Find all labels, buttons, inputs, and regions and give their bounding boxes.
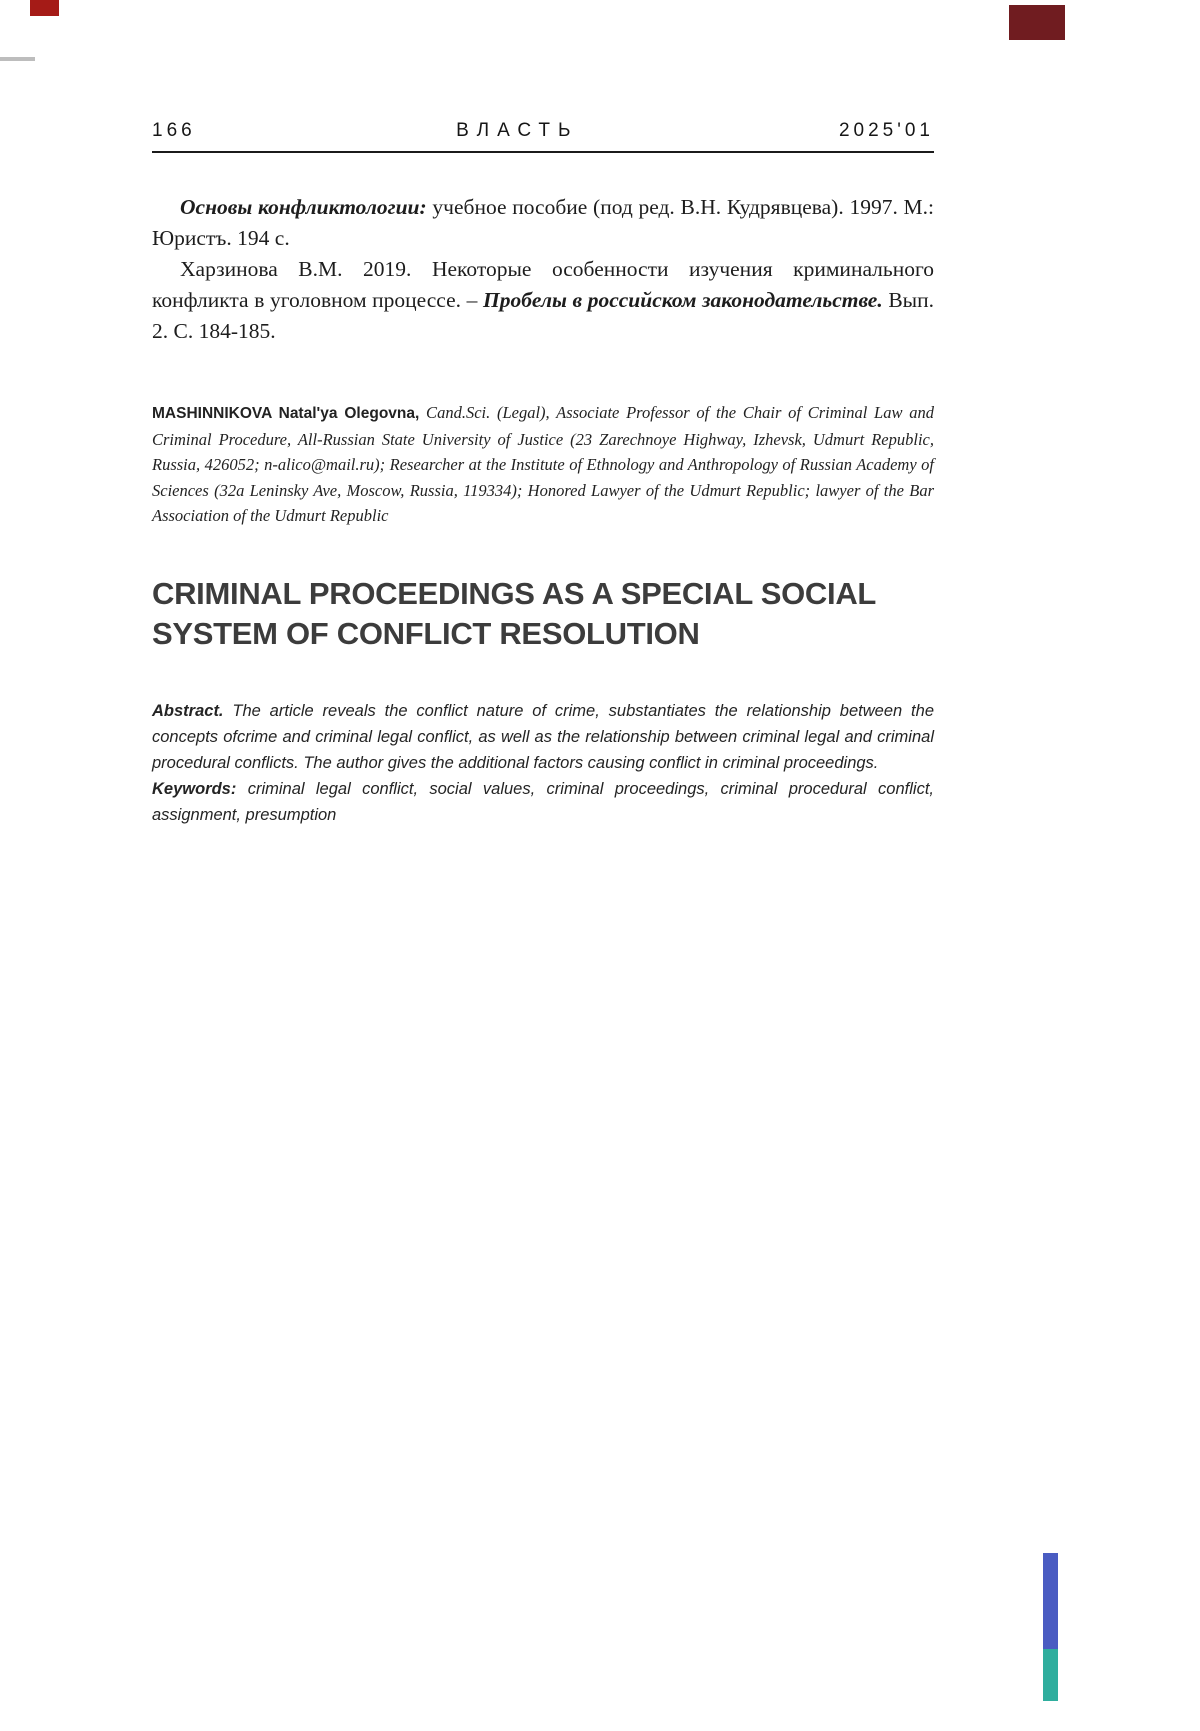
running-head: [152, 120, 934, 142]
keywords-text: criminal legal conflict, social values, criminal proceedings, criminal procedural conflict, assignment, presumption: [152, 779, 934, 824]
author-name: MASHINNIKOVA Natal'ya Olegovna,: [152, 405, 420, 422]
header-rule: [152, 151, 934, 153]
page-number: 166: [152, 120, 196, 141]
scan-tick-top-left: [0, 57, 35, 61]
scan-mark-top-left: [30, 0, 59, 16]
reference-text: Харзинова В.М. 2019. Некоторые особенности изучения криминального конфликта в уголовном процессе. –: [152, 257, 934, 312]
abstract-block: [152, 698, 934, 828]
journal-title: ВЛАСТЬ: [456, 120, 579, 141]
keywords-paragraph: [152, 776, 934, 828]
abstract-paragraph: [152, 698, 934, 776]
reference-item: [152, 254, 934, 347]
article-title: CRIMINAL PROCEEDINGS AS A SPECIAL SOCIAL SYSTEM OF CONFLICT RESOLUTION: [152, 575, 876, 651]
reference-item: [152, 192, 934, 254]
author-block: [152, 400, 934, 529]
references-block: [152, 192, 934, 347]
abstract-text: The article reveals the conflict nature of crime, substantiates the relationship between the concepts ofcrime and criminal legal conflict, as well as the relationship between criminal legal and criminal procedural conflicts. The author gives the additional factors causing conflict in criminal proceedings.: [152, 701, 934, 772]
scan-mark-bottom-teal: [1043, 1649, 1058, 1701]
page-content: [152, 120, 934, 828]
keywords-label: Keywords:: [152, 779, 237, 798]
author-affiliation: Cand.Sci. (Legal), Associate Professor of the Chair of Criminal Law and Criminal Procedure, All-Russian State University of Justice (23 Zarechnoye Highway, Izhevsk, Udmurt Republic, Russia, 426052; n-alico@mail.ru); Researcher at the Institute of Ethnology and Anthropology of Russian Academy of Sciences (32a Leninsky Ave, Moscow, Russia, 119334); Honored Lawyer of the Udmurt Republic; lawyer of the Bar Association of the Udmurt Republic: [152, 403, 934, 525]
scan-mark-bottom-blue: [1043, 1553, 1058, 1649]
reference-title-emphasis: Основы конфликтологии:: [180, 195, 427, 219]
reference-journal-emphasis: Пробелы в российском законодательстве.: [482, 288, 883, 312]
scan-mark-top-right: [1009, 5, 1065, 40]
issue-number: 2025'01: [838, 120, 934, 141]
reference-text: учебное пособие (под ред. В.Н. Кудрявцева). 1997. М.: Юристъ. 194 с.: [152, 195, 935, 250]
abstract-label: Abstract.: [152, 701, 224, 720]
reference-text: Вып. 2. С. 184-185.: [152, 288, 934, 343]
